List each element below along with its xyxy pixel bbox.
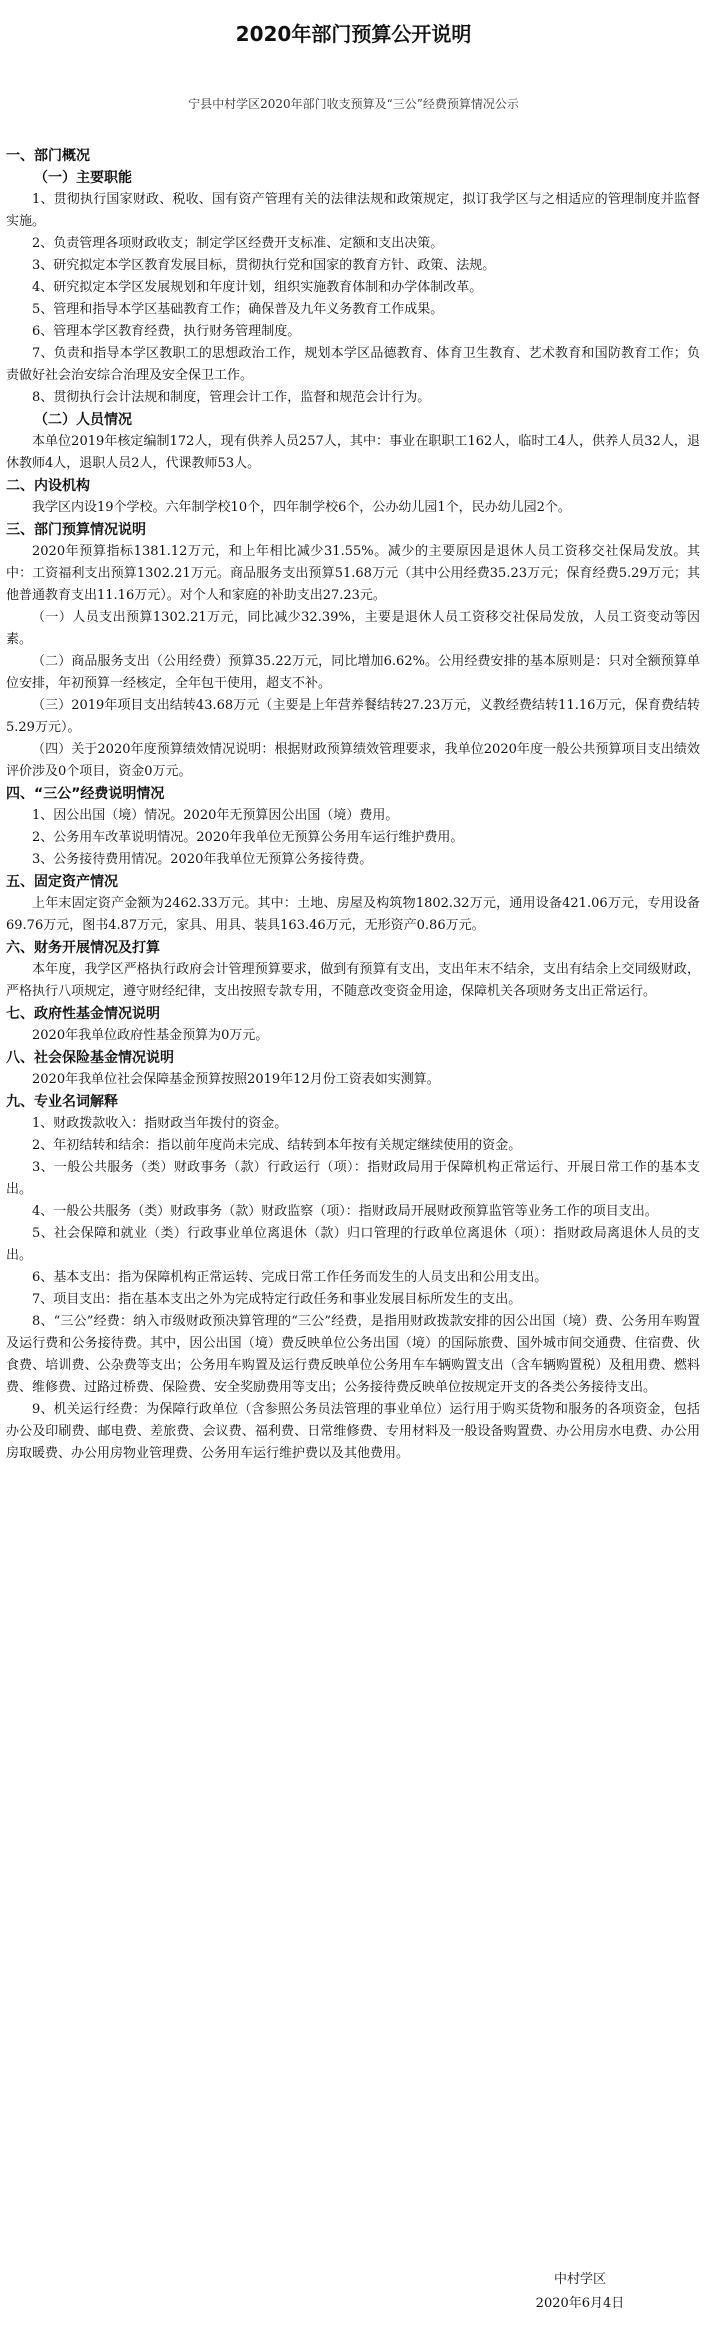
subsection-heading: （一）主要职能 [34,170,132,186]
paragraph: 3、公务接待费用情况。2020年我单位无预算公务接待费。 [32,852,373,867]
signature-date: 2020年6月4日 [535,2296,625,2311]
paragraph: 2、年初结转和结余：指以前年度尚未完成、结转到本年按有关规定继续使用的资金。 [32,1138,522,1153]
section-heading: 五、固定资产情况 [6,874,118,890]
paragraph: 5、社会保障和就业（类）行政事业单位离退休（款）归口管理的行政单位离退休（项）：指财政局离退休人员的支出。 [6,1226,700,1263]
paragraph: 本单位2019年核定编制172人，现有供养人员257人，其中：事业在职职工162人，临时工4人，供养人员32人，退休教师4人，退职人员2人，代课教师53人。 [6,434,700,471]
paragraph: 8、贯彻执行会计法规和制度，管理会计工作，监督和规范会计行为。 [32,390,431,405]
paragraph: 3、研究拟定本学区教育发展目标，贯彻执行党和国家的教育方针、政策、法规。 [32,258,496,273]
paragraph: 6、基本支出：指为保障机构正常运转、完成日常工作任务而发生的人员支出和公用支出。 [32,1270,548,1285]
document-body [6,145,700,1465]
paragraph: （四）关于2020年度预算绩效情况说明：根据财政预算绩效管理要求，我单位2020年度一般公共预算项目支出绩效评价涉及0个项目，资金0万元。 [6,742,700,779]
section-heading: 八、社会保险基金情况说明 [6,1050,174,1066]
paragraph: 9、机关运行经费：为保障行政单位（含参照公务员法管理的事业单位）运行用于购买货物和服务的各项资金，包括办公及印刷费、邮电费、差旅费、会议费、福利费、日常维修费、专用材料及一般设备购置费、办公用房水电费、办公用房取暖费、办公用房物业管理费、公务用车运行维护费以及其他费用。 [6,1402,700,1461]
paragraph: 5、管理和指导本学区基础教育工作；确保普及九年义务教育工作成果。 [32,302,444,317]
section-heading: 六、财务开展情况及打算 [6,940,160,956]
paragraph: 上年末固定资产金额为2462.33万元。其中：土地、房屋及构筑物1802.32万元，通用设备421.06万元，专用设备69.76万元，图书4.87万元，家具、用具、装具163.46万元，无形资产0.86万元。 [6,896,700,933]
paragraph: （二）商品服务支出（公用经费）预算35.22万元，同比增加6.62%。公用经费安排的基本原则是：只对全额预算单位安排，年初预算一经核定，全年包干使用，超支不补。 [6,654,700,691]
paragraph: 7、项目支出：指在基本支出之外为完成特定行政任务和事业发展目标所发生的支出。 [32,1292,522,1307]
paragraph: 2020年我单位社会保障基金预算按照2019年12月份工资表如实测算。 [32,1072,440,1087]
paragraph: 我学区内设19个学校。六年制学校10个，四年制学校6个，公办幼儿园1个，民办幼儿园2个。 [32,500,571,515]
signature-organization: 中村学区 [553,2272,606,2287]
paragraph: 本年度，我学区严格执行政府会计管理预算要求，做到有预算有支出，支出年末不结余，支出有结余上交同级财政，严格执行八项规定，遵守财经纪律，支出按照专款专用，不随意改变资金用途，保障机关各项财务支出正常运行。 [6,962,700,999]
paragraph: （三）2019年项目支出结转43.68万元（主要是上年营养餐结转27.23万元，义教经费结转11.16万元，保育费结转5.29万元）。 [6,698,700,735]
section-heading: 七、政府性基金情况说明 [6,1006,160,1022]
paragraph: 4、一般公共服务（类）财政事务（款）财政监察（项）：指财政局开展财政预算监管等业务工作的项目支出。 [32,1204,658,1219]
paragraph: 1、贯彻执行国家财政、税收、国有资产管理有关的法律法规和政策规定，拟订我学区与之相适应的管理制度并监督实施。 [6,192,700,229]
document-subtitle: 宁县中村学区2020年部门收支预算及“三公”经费预算情况公示 [188,97,519,111]
section-heading: 四、“三公”经费说明情况 [6,786,165,802]
section-heading: 二、内设机构 [6,478,90,494]
subsection-heading: （二）人员情况 [34,412,132,428]
paragraph: 2020年预算指标1381.12万元，和上年相比减少31.55%。减少的主要原因是退休人员工资移交社保局发放。其中：工资福利支出预算1302.21万元。商品服务支出预算51.68万元（其中公用经费35.23万元；保育经费5.29万元；其他普通教育支出11.16万元）。对个人和家庭的补助支出27.23元。 [6,544,700,603]
paragraph: 3、一般公共服务（类）财政事务（款）行政运行（项）：指财政局用于保障机构正常运行、开展日常工作的基本支出。 [6,1160,700,1197]
paragraph: 6、管理本学区教育经费，执行财务管理制度。 [32,324,301,339]
paragraph: 4、研究拟定本学区发展规划和年度计划，组织实施教育体制和办学体制改革。 [32,280,483,295]
paragraph: （一）人员支出预算1302.21万元，同比减少32.39%，主要是退休人员工资移交社保局发放，人员工资变动等因素。 [6,610,700,647]
paragraph: 7、负责和指导本学区教职工的思想政治工作，规划本学区品德教育、体育卫生教育、艺术教育和国防教育工作；负责做好社会治安综合治理及安全保卫工作。 [6,346,700,383]
section-heading: 三、部门预算情况说明 [6,522,146,538]
paragraph: 2、负责管理各项财政收支；制定学区经费开支标准、定额和支出决策。 [32,236,444,251]
paragraph: 1、财政拨款收入：指财政当年拨付的资金。 [32,1116,288,1131]
paragraph: 2020年我单位政府性基金预算为0万元。 [32,1028,269,1043]
paragraph: 2、公务用车改革说明情况。2020年我单位无预算公务用车运行维护费用。 [32,830,464,845]
paragraph: 1、因公出国（境）情况。2020年无预算因公出国（境）费用。 [32,808,399,823]
document-title: 2020年部门预算公开说明 [235,22,472,46]
paragraph: 8、“三公”经费：纳入市级财政预决算管理的“三公”经费，是指用财政拨款安排的因公出国（境）费、公务用车购置及运行费和公务接待费。其中，因公出国（境）费反映单位公务出国（境）的国际旅费、国外城市间交通费、住宿费、伙食费、培训费、公杂费等支出；公务用车购置及运行费反映单位公务用车车辆购置支出（含车辆购置税）及租用费、燃料费、维修费、过路过桥费、保险费、安全奖励费用等支出；公务接待费反映单位按规定开支的各类公务接待支出。 [6,1314,700,1395]
section-heading: 九、专业名词解释 [6,1094,118,1110]
section-heading: 一、部门概况 [6,148,90,164]
